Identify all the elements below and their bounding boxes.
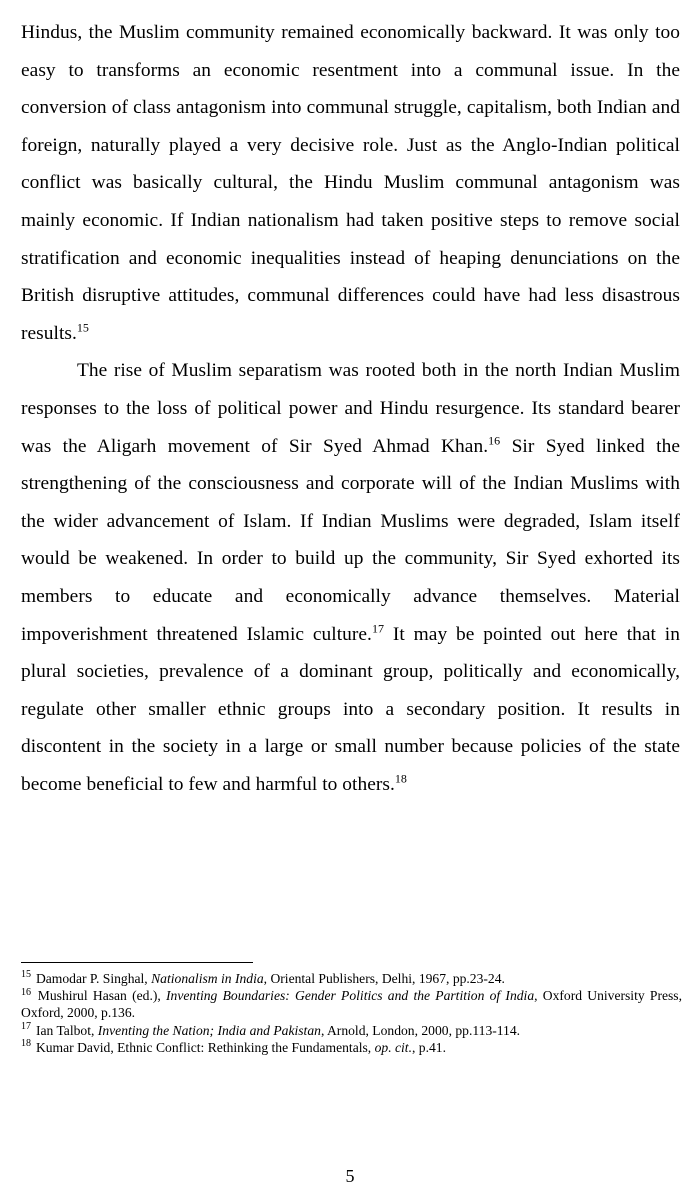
footnote-18-part2: , p.41. xyxy=(412,1039,446,1055)
paragraph-2 xyxy=(21,352,680,803)
footnote-16-part1: Mushirul Hasan (ed.), xyxy=(32,988,167,1004)
footnote-area xyxy=(21,962,682,1056)
footnote-16-part2: , Oxford University Press, Oxford, 2000, p.136. xyxy=(21,988,682,1021)
footnote-18-opcit: op. cit. xyxy=(374,1039,412,1055)
footnote-ref-16[interactable]: 16 xyxy=(488,433,501,448)
footnote-17-part1: Ian Talbot, xyxy=(32,1022,98,1038)
footnote-separator-rule xyxy=(21,962,253,963)
paragraph-2b-text: Sir Syed linked the strengthening of the consciousness and corporate will of the Indian Muslims with the wider advancement of Islam. If Indian Muslims were degraded, Islam itself would be weakened. In order to build up the community, Sir Syed exhorted its members to educate and economically advance themselves. Material impoverishment threatened Islamic culture. xyxy=(21,435,680,645)
footnote-number-17: 17 xyxy=(21,1021,32,1033)
body-text-area xyxy=(21,14,680,803)
footnote-number-15: 15 xyxy=(21,969,32,981)
footnote-15-part2: , Oriental Publishers, Delhi, 1967, pp.23-24. xyxy=(263,971,505,986)
footnote-17-part2: , Arnold, London, 2000, pp.113-114. xyxy=(320,1022,521,1038)
paragraph-1-text: Hindus, the Muslim community remained economically backward. It was only too easy to transforms an economic resentment into a communal issue. In the conversion of class antagonism into communal struggle, capitalism, both Indian and foreign, naturally played a very decisive role. Just as the Anglo-Indian political conflict was basically cultural, the Hindu Muslim communal antagonism was mainly economic. If Indian nationalism had taken positive steps to remove social stratification and economic inequalities instead of heaping denunciations on the British disruptive attitudes, communal differences could have had less disastrous results. xyxy=(21,22,680,344)
paragraph-1 xyxy=(21,14,680,352)
footnote-16-title: Inventing Boundaries: Gender Politics and the Partition of India xyxy=(166,988,535,1004)
footnote-ref-17[interactable]: 17 xyxy=(371,621,385,636)
footnote-16 xyxy=(21,987,682,1021)
footnote-18-part1: Kumar David, Ethnic Conflict: Rethinking the Fundamentals, xyxy=(32,1039,375,1055)
page-number: 5 xyxy=(345,1166,355,1186)
footnote-18 xyxy=(21,1039,682,1056)
paragraph-2a-text: The rise of Muslim separatism was rooted both in the north Indian Muslim responses to the loss of political power and Hindu resurgence. Its standard bearer was the Aligarh movement of Sir Syed Ahmad Khan. xyxy=(21,360,680,457)
footnote-number-18: 18 xyxy=(21,1038,32,1050)
footnote-17-title: Inventing the Nation; India and Pakistan xyxy=(97,1022,321,1038)
footnote-ref-15[interactable]: 15 xyxy=(76,320,89,335)
paragraph-2c-text: It may be pointed out here that in plural societies, prevalence of a dominant group, politically and economically, regulate other smaller ethnic groups into a secondary position. It results in discontent in the society in a large or small number because policies of the state become beneficial to few and harmful to others. xyxy=(21,623,680,795)
footnote-15 xyxy=(21,970,682,987)
footnote-15-part1: Damodar P. Singhal, xyxy=(32,971,152,986)
footnote-ref-18[interactable]: 18 xyxy=(394,771,407,786)
footnote-number-16: 16 xyxy=(21,986,32,998)
footnote-15-title: Nationalism in India xyxy=(151,971,264,986)
footnote-17 xyxy=(21,1022,682,1039)
